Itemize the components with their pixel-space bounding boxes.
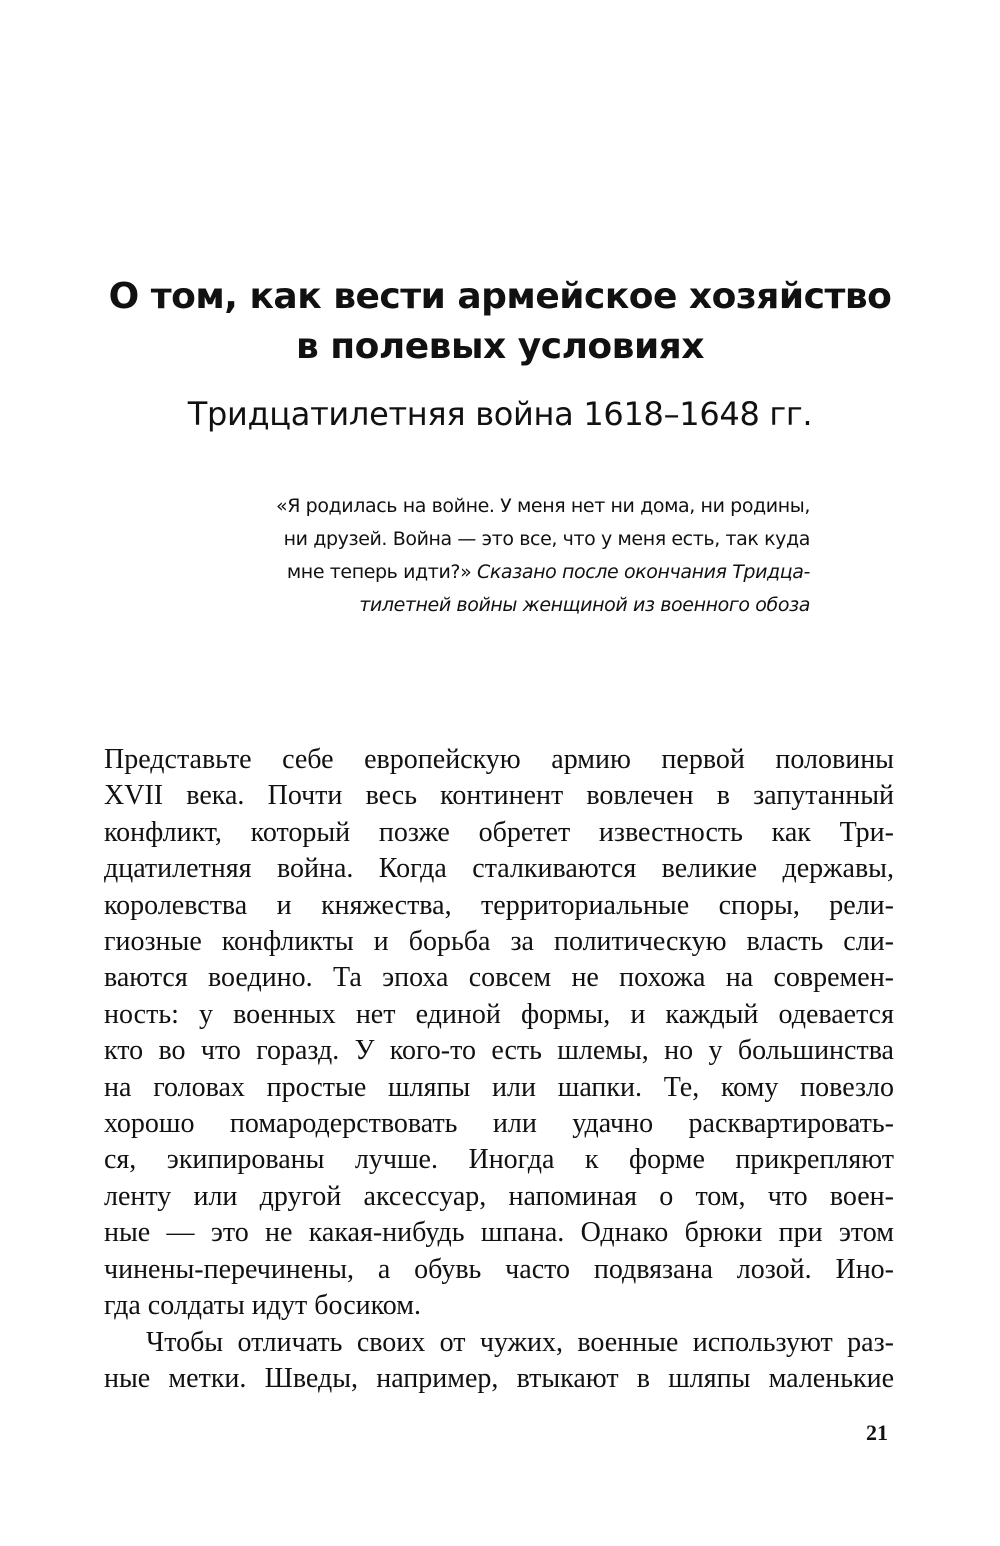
text-line: королевства и княжества, территориальные споры, рели- bbox=[104, 889, 894, 921]
text-line: ся, экипированы лучше. Иногда к форме прикрепляют bbox=[104, 1144, 894, 1176]
epigraph-line-1: «Я родилась на войне. У меня нет ни дома, ни родины, bbox=[276, 495, 810, 517]
text-line: на головах простые шляпы или шапки. Те, кому повезло bbox=[104, 1071, 894, 1103]
epigraph-line-3 bbox=[170, 556, 810, 589]
epigraph bbox=[170, 490, 810, 622]
text-line: гиозные конфликты и борьба за политическую власть сли- bbox=[104, 926, 894, 958]
text-line: XVII века. Почти весь континент вовлечен в запутанный bbox=[104, 780, 894, 812]
text-line: хорошо помародерствовать или удачно расквартировать- bbox=[104, 1108, 894, 1140]
epigraph-quote-end: мне теперь идти?» bbox=[286, 561, 472, 583]
text-line: Представьте себе европейскую армию первой половины bbox=[104, 744, 894, 775]
text-line: гда солдаты идут босиком. bbox=[104, 1290, 421, 1322]
text-line: дцатилетняя война. Когда сталкиваются великие державы, bbox=[104, 853, 894, 885]
chapter-title-line-2: в полевых условиях bbox=[295, 326, 705, 367]
text-line: ность: у военных нет единой формы, и каждый одевается bbox=[104, 998, 894, 1030]
epigraph-line-4 bbox=[170, 589, 810, 622]
text-line: ные метки. Шведы, например, втыкают в шляпы маленькие bbox=[104, 1362, 894, 1394]
text-line: ваются воедино. Та эпоха совсем не похожа на современ- bbox=[104, 962, 894, 994]
epigraph-line-2: ни друзей. Война — это все, что у меня есть, так куда bbox=[283, 528, 810, 550]
body-text bbox=[104, 742, 894, 1397]
text-line: ные — это не какая-нибудь шпана. Однако брюки при этом bbox=[104, 1217, 894, 1249]
text-line: чинены-перечинены, а обувь часто подвязана лозой. Ино- bbox=[104, 1253, 894, 1285]
chapter-title-line-1: О том, как вести армейское хозяйство bbox=[108, 276, 892, 317]
text-line: Чтобы отличать своих от чужих, военные используют раз- bbox=[146, 1326, 894, 1358]
epigraph-attribution-2: тилетней войны женщиной из военного обоза bbox=[359, 594, 810, 616]
text-line: кто во что горазд. У кого-то есть шлемы, но у большинства bbox=[104, 1035, 894, 1067]
page-number: 21 bbox=[866, 1420, 888, 1445]
text-line: ленту или другой аксессуар, напоминая о том, что воен- bbox=[104, 1180, 894, 1212]
chapter-subtitle: Тридцатилетняя война 1618–1648 гг. bbox=[187, 395, 813, 433]
chapter-title bbox=[60, 272, 940, 372]
epigraph-attribution-1: Сказано после окончания Тридца- bbox=[476, 561, 810, 583]
text-line: конфликт, который позже обретет известность как Три- bbox=[104, 816, 894, 848]
